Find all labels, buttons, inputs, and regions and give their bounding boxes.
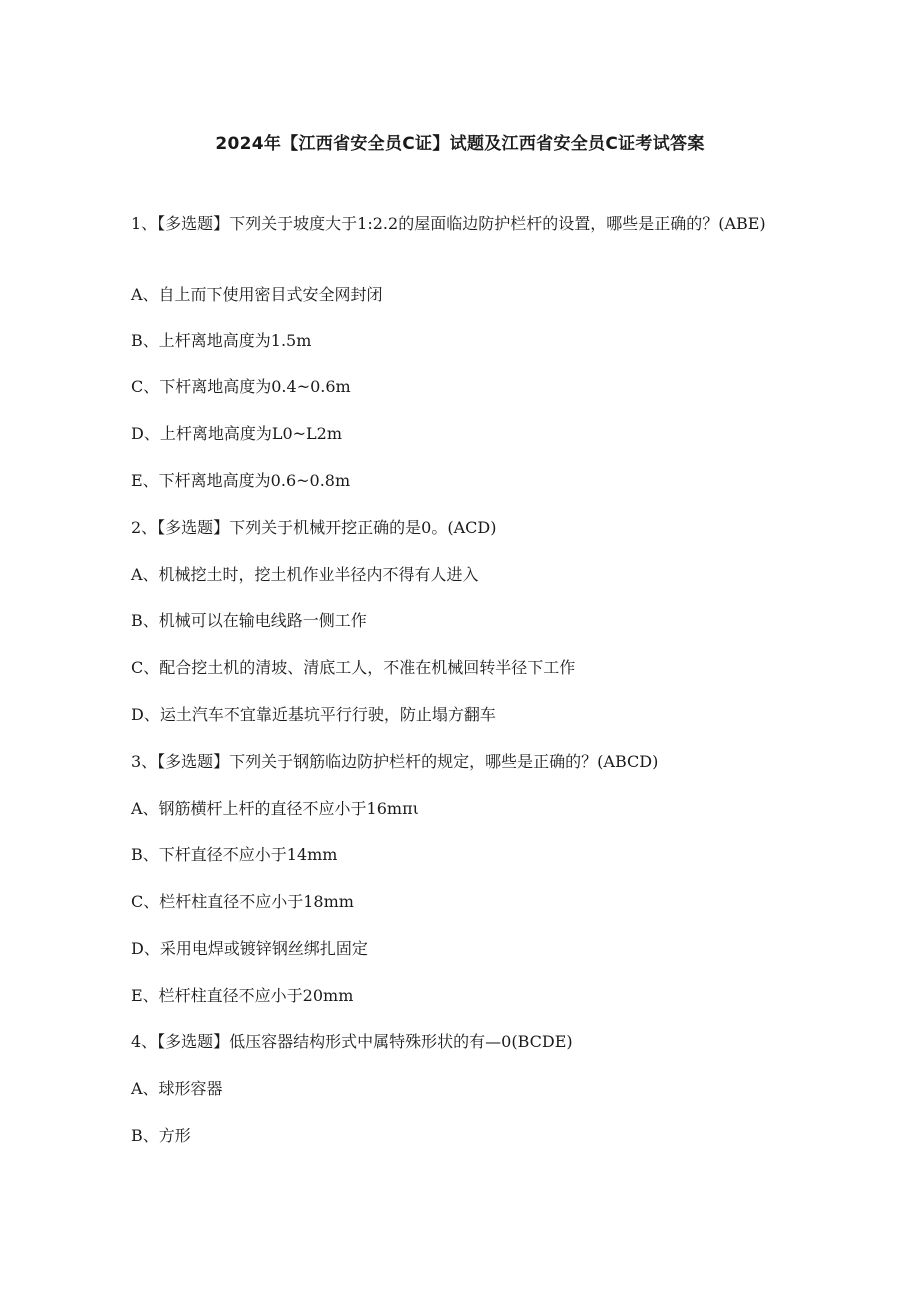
question-3-option-e: E、栏杆柱直径不应小于20mm bbox=[131, 986, 354, 1005]
question-4-option-a: A、球形容器 bbox=[131, 1079, 223, 1098]
question-2-option-b: B、机械可以在输电线路一侧工作 bbox=[131, 611, 367, 630]
question-3-option-a: A、钢筋横杆上杆的直径不应小于16mπι bbox=[131, 799, 419, 818]
question-3-stem: 3、【多选题】下列关于钢筋临边防护栏杆的规定，哪些是正确的？(ABCD) bbox=[131, 752, 659, 771]
question-2-option-d: D、运土汽车不宜靠近基坑平行行驶，防止塌方翻车 bbox=[131, 705, 496, 724]
question-1-option-c: C、下杆离地高度为0.4~0.6m bbox=[131, 377, 351, 396]
question-1-option-d: D、上杆离地高度为L0~L2m bbox=[131, 424, 343, 443]
question-2-option-a: A、机械挖土时，挖土机作业半径内不得有人进入 bbox=[131, 565, 479, 584]
question-3-option-c: C、栏杆柱直径不应小于18mm bbox=[131, 892, 354, 911]
question-2-stem: 2、【多选题】下列关于机械开挖正确的是0。(ACD) bbox=[131, 518, 497, 537]
question-1-option-a: A、自上而下使用密目式安全网封闭 bbox=[131, 285, 383, 304]
question-1-option-b: B、上杆离地高度为1.5m bbox=[131, 331, 312, 350]
question-1-stem: 1、【多选题】下列关于坡度大于1:2.2的屋面临边防护栏杆的设置，哪些是正确的？(ABE) bbox=[131, 214, 766, 233]
question-4-stem: 4、【多选题】低压容器结构形式中属特殊形状的有—0(BCDE) bbox=[131, 1032, 573, 1051]
document-title: 2024年【江西省安全员C证】试题及江西省安全员C证考试答案 bbox=[215, 134, 705, 154]
question-1-option-e: E、下杆离地高度为0.6~0.8m bbox=[131, 471, 351, 490]
question-2-option-c: C、配合挖土机的清坡、清底工人，不准在机械回转半径下工作 bbox=[131, 658, 576, 677]
question-4-option-b: B、方形 bbox=[131, 1126, 191, 1145]
question-3-option-b: B、下杆直径不应小于14mm bbox=[131, 845, 338, 864]
question-3-option-d: D、采用电焊或镀锌钢丝绑扎固定 bbox=[131, 939, 368, 958]
